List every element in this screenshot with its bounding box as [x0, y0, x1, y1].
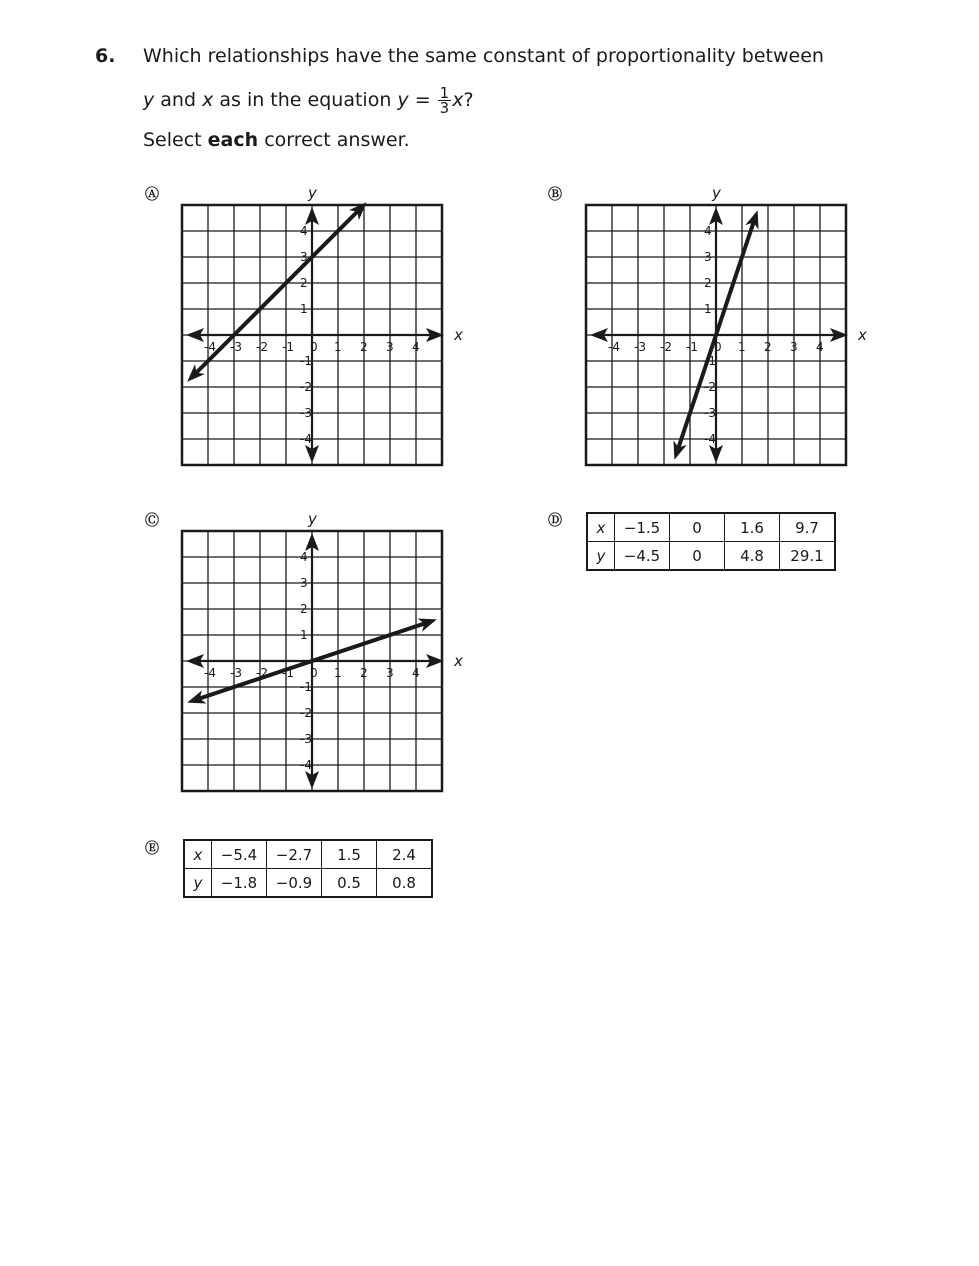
- table-cell: −4.5: [615, 542, 670, 571]
- text-and: and: [154, 89, 203, 111]
- table-header-x: x: [587, 513, 615, 542]
- y-axis-label: y: [308, 184, 317, 202]
- var-x: x: [202, 89, 214, 111]
- x-tick-label: 0: [310, 666, 318, 680]
- y-tick-label: 3: [704, 250, 712, 264]
- y-tick-label: -4: [300, 758, 312, 772]
- y-tick-label: -2: [300, 706, 312, 720]
- x-tick-label: -4: [608, 340, 620, 354]
- instr-each: each: [207, 129, 259, 151]
- x-axis-label: x: [454, 326, 463, 344]
- choice-e-table[interactable]: [183, 839, 433, 898]
- table-row: [184, 840, 432, 869]
- table-header-y: y: [587, 542, 615, 571]
- table-cell: −2.7: [267, 840, 322, 869]
- eq-question-mark: ?: [463, 89, 474, 111]
- y-tick-label: 1: [704, 302, 712, 316]
- y-tick-label: -2: [704, 380, 716, 394]
- choice-e-bubble[interactable]: Ⓔ: [145, 841, 159, 857]
- x-tick-label: 2: [764, 340, 772, 354]
- question-text-line2: [143, 86, 474, 115]
- x-tick-label: -3: [634, 340, 646, 354]
- eq-x: x: [452, 89, 464, 111]
- x-tick-label: -4: [204, 340, 216, 354]
- y-tick-label: -1: [300, 680, 312, 694]
- y-tick-label: -3: [300, 732, 312, 746]
- question-text-line1: Which relationships have the same constant of proportionality between: [143, 45, 824, 67]
- x-tick-label: -1: [282, 340, 294, 354]
- y-tick-label: -4: [704, 432, 716, 446]
- choice-c-bubble[interactable]: Ⓒ: [145, 513, 159, 529]
- table-cell: −1.8: [212, 869, 267, 898]
- choice-a-graph[interactable]: [170, 180, 470, 475]
- y-tick-label: 3: [300, 576, 308, 590]
- y-tick-label: 2: [300, 276, 308, 290]
- y-axis-label: y: [308, 510, 317, 528]
- x-tick-label: 3: [386, 340, 394, 354]
- x-tick-label: 0: [310, 340, 318, 354]
- x-axis-label: x: [454, 652, 463, 670]
- table-cell: 0.5: [322, 869, 377, 898]
- question-number: 6.: [95, 45, 116, 67]
- instruction-text: [143, 129, 410, 151]
- y-tick-label: 2: [300, 602, 308, 616]
- table-cell: 29.1: [780, 542, 836, 571]
- x-tick-label: -3: [230, 340, 242, 354]
- instr-rest: correct answer.: [258, 129, 410, 151]
- table-cell: 1.6: [725, 513, 780, 542]
- y-tick-label: 4: [300, 224, 308, 238]
- choice-a-bubble[interactable]: Ⓐ: [145, 187, 159, 203]
- table-header-x: x: [184, 840, 212, 869]
- eq-y: y: [397, 89, 409, 111]
- x-tick-label: 4: [412, 340, 420, 354]
- equation-fraction: [438, 86, 452, 115]
- choice-d-table[interactable]: [586, 512, 836, 571]
- x-tick-label: 1: [334, 340, 342, 354]
- table-cell: −0.9: [267, 869, 322, 898]
- fraction-numerator: 1: [439, 84, 450, 102]
- table-cell: 1.5: [322, 840, 377, 869]
- y-tick-label: -2: [300, 380, 312, 394]
- table-cell: 2.4: [377, 840, 433, 869]
- table-cell: 0: [670, 542, 725, 571]
- x-tick-label: -1: [282, 666, 294, 680]
- table-cell: −1.5: [615, 513, 670, 542]
- x-tick-label: -3: [230, 666, 242, 680]
- y-tick-label: 4: [300, 550, 308, 564]
- fraction-denominator: 3: [439, 99, 450, 117]
- x-tick-label: -2: [660, 340, 672, 354]
- y-tick-label: -3: [704, 406, 716, 420]
- y-tick-label: 2: [704, 276, 712, 290]
- y-tick-label: -1: [300, 354, 312, 368]
- x-tick-label: 3: [790, 340, 798, 354]
- table-row: [587, 513, 835, 542]
- y-tick-label: 3: [300, 250, 308, 264]
- text-as-in: as in the equation: [213, 89, 398, 111]
- y-tick-label: 4: [704, 224, 712, 238]
- x-tick-label: -2: [256, 666, 268, 680]
- choice-b-graph[interactable]: [574, 180, 874, 475]
- eq-equals: =: [408, 89, 437, 111]
- y-tick-label: 1: [300, 302, 308, 316]
- x-tick-label: 4: [816, 340, 824, 354]
- y-tick-label: -1: [704, 354, 716, 368]
- x-tick-label: -2: [256, 340, 268, 354]
- table-cell: −5.4: [212, 840, 267, 869]
- x-tick-label: 1: [738, 340, 746, 354]
- x-tick-label: 3: [386, 666, 394, 680]
- table-header-y: y: [184, 869, 212, 898]
- var-y: y: [143, 89, 155, 111]
- instr-select: Select: [143, 129, 208, 151]
- y-tick-label: -4: [300, 432, 312, 446]
- table-cell: 0: [670, 513, 725, 542]
- table-row: [184, 869, 432, 898]
- x-tick-label: 2: [360, 666, 368, 680]
- y-tick-label: 1: [300, 628, 308, 642]
- choice-b-bubble[interactable]: Ⓑ: [548, 187, 562, 203]
- y-axis-label: y: [712, 184, 721, 202]
- y-tick-label: -3: [300, 406, 312, 420]
- x-tick-label: 1: [334, 666, 342, 680]
- x-tick-label: 0: [714, 340, 722, 354]
- table-cell: 4.8: [725, 542, 780, 571]
- choice-d-bubble[interactable]: Ⓓ: [548, 513, 562, 529]
- table-cell: 9.7: [780, 513, 836, 542]
- x-tick-label: 4: [412, 666, 420, 680]
- choice-c-graph[interactable]: [170, 506, 470, 801]
- table-cell: 0.8: [377, 869, 433, 898]
- x-tick-label: 2: [360, 340, 368, 354]
- x-axis-label: x: [858, 326, 867, 344]
- table-row: [587, 542, 835, 571]
- x-tick-label: -1: [686, 340, 698, 354]
- x-tick-label: -4: [204, 666, 216, 680]
